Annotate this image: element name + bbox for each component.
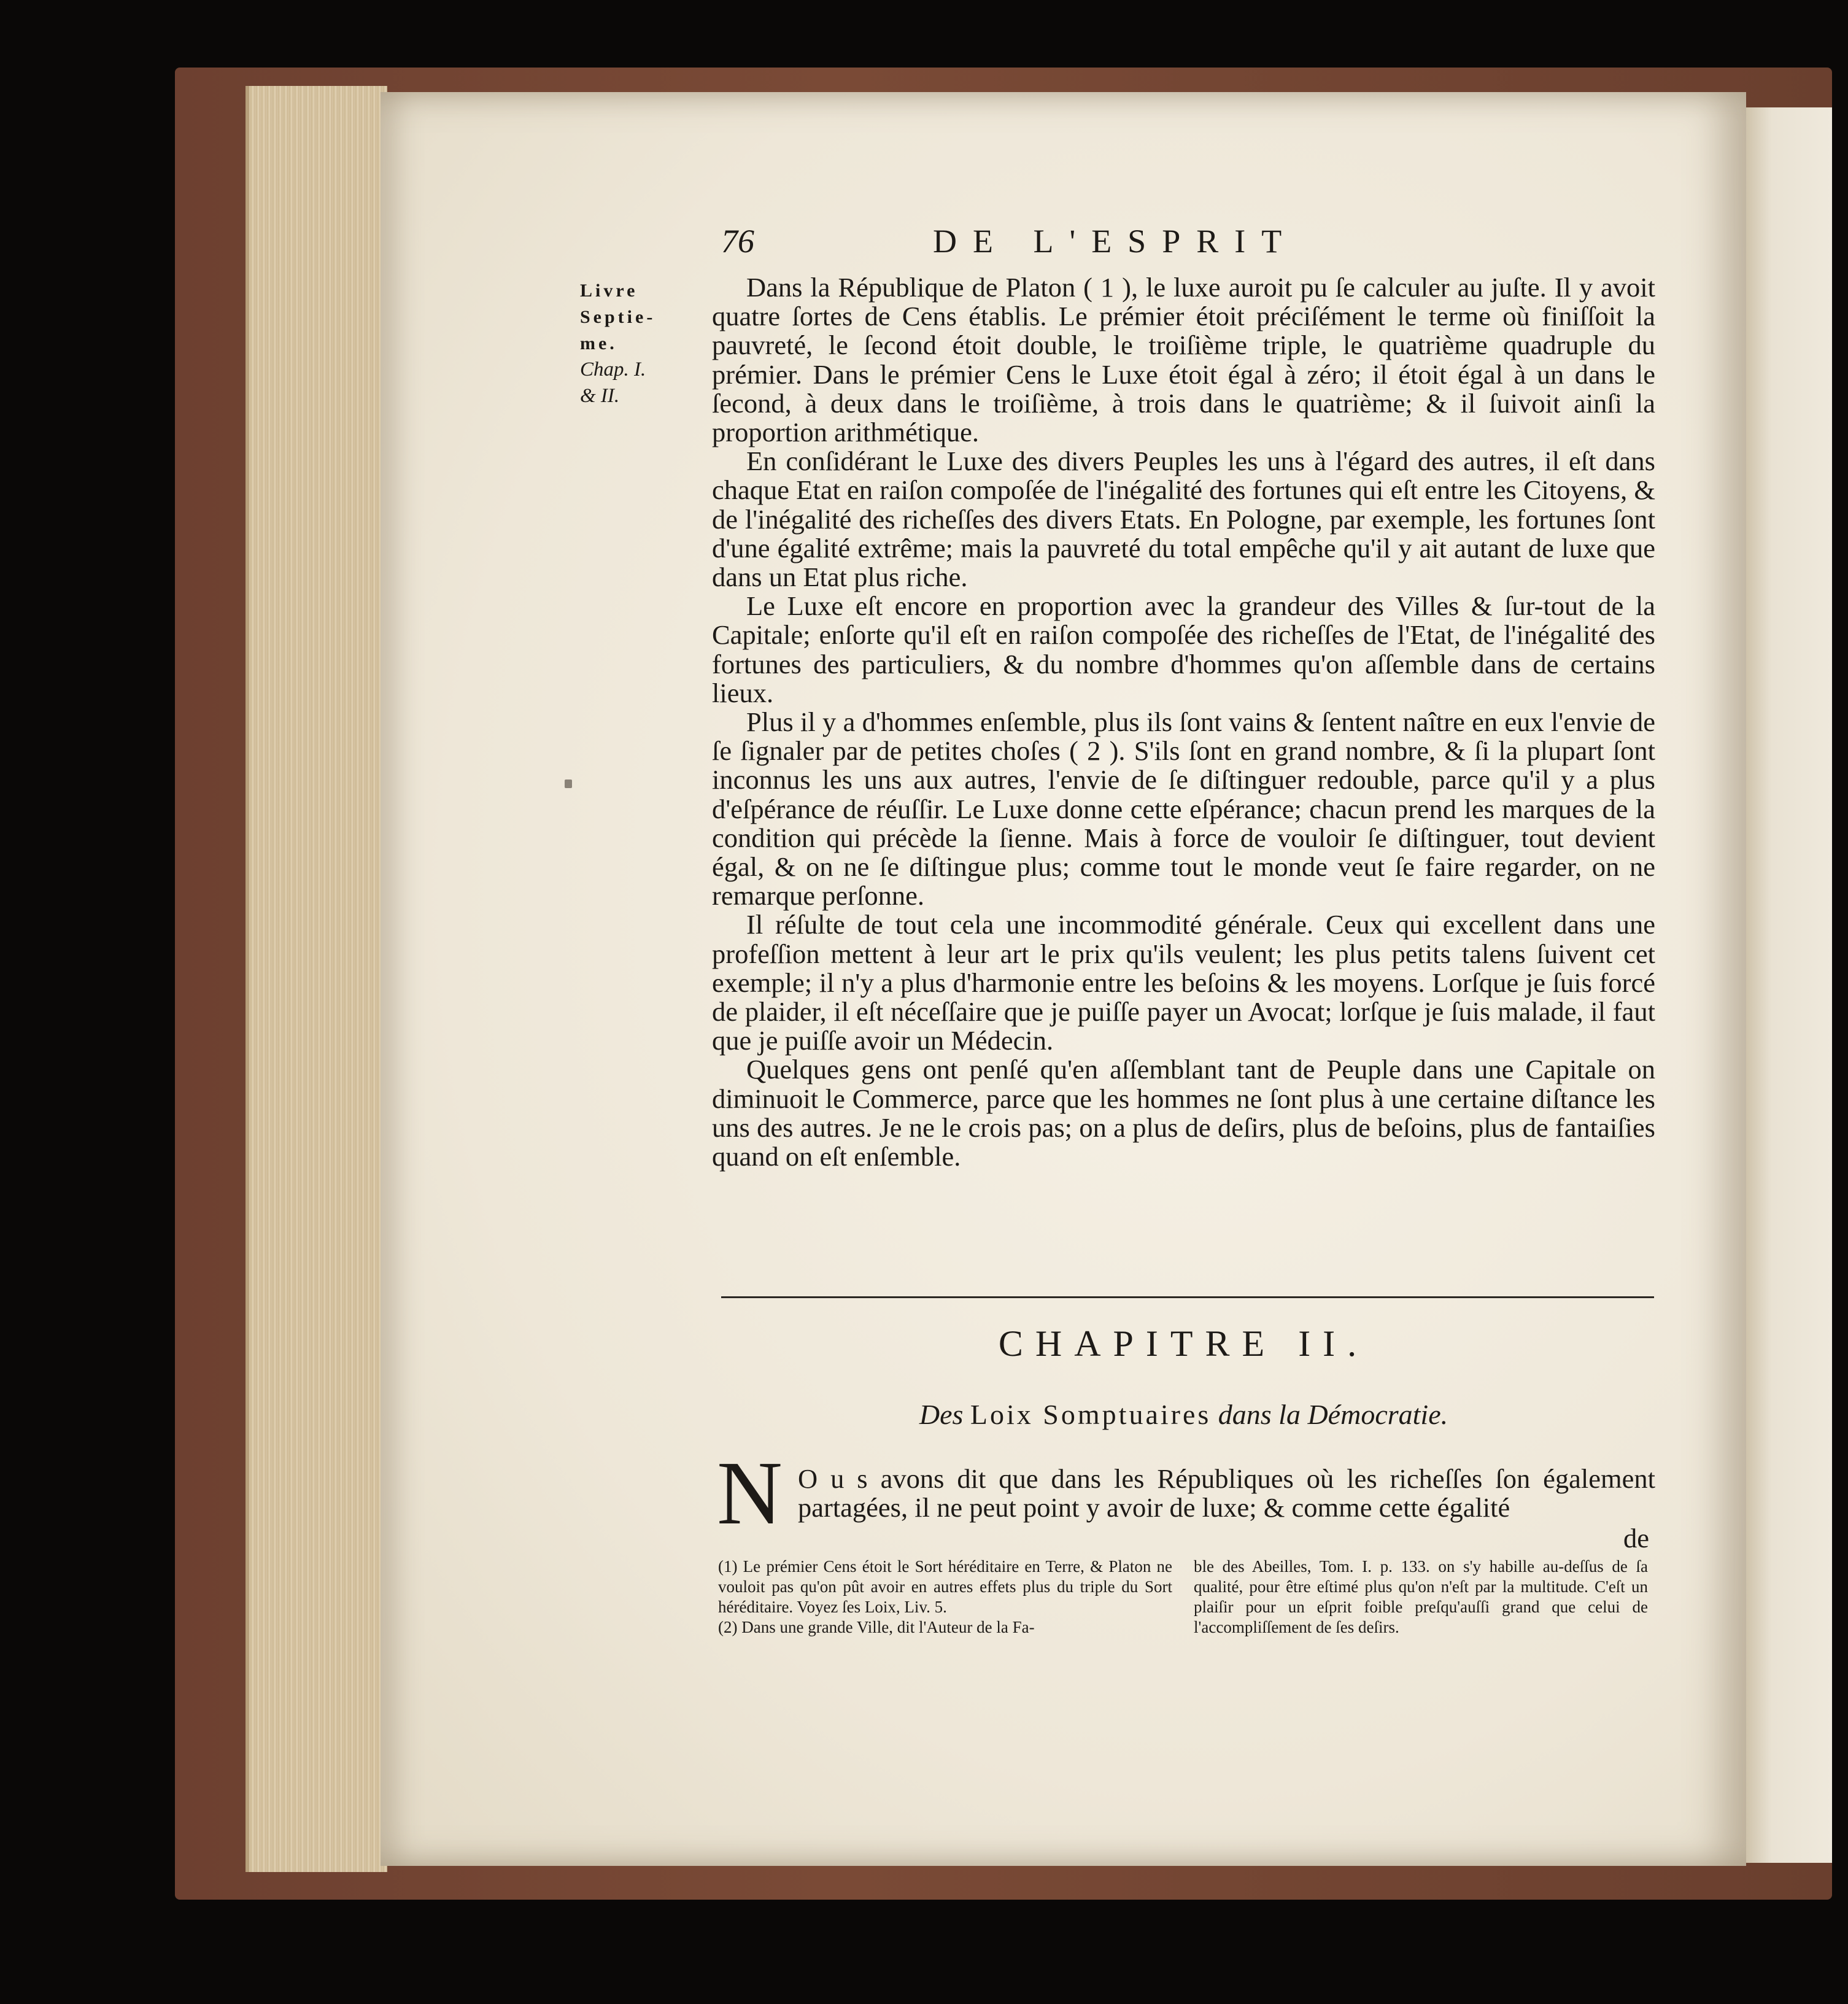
page-edges bbox=[245, 86, 387, 1872]
running-head bbox=[721, 222, 1396, 265]
paragraph: En conſidérant le Luxe des divers Peuples les uns à l'égard des autres, il eſt dans chaque Etat en raiſon compoſée de l'inégalité des fortunes qui eſt entre les Citoyens, & de l'inégalité des richeſſes des divers Etats. En Pologne, par exemple, les fortunes ſont d'une égalité extrême; mais la pauvreté du total empêche qu'il y ait autant de luxe que dans un Etat plus riche. bbox=[712, 446, 1655, 593]
subtitle-loix: Loix Somptuaires bbox=[970, 1399, 1212, 1430]
page-number: 76 bbox=[721, 223, 754, 260]
footnote: (1) Le prémier Cens étoit le Sort héréditaire en Terre, & Platon ne vouloit pas qu'on pût avoir en autres effets plus du triple du Sort héréditaire. Voyez ſes Loix, Liv. 5. bbox=[718, 1557, 1172, 1616]
paragraph: Quelques gens ont penſé qu'en aſſemblant tant de Peuple dans une Capitale on diminuoit le Commerce, parce que les hommes ne ſont plus à une certaine diſtance les uns des autres. Je ne le crois pas; on a plus de deſirs, plus de beſoins, plus de fantaiſies quand on eſt enſemble. bbox=[712, 1054, 1655, 1172]
paragraph: Il réſulte de tout cela une incommodité générale. Ceux qui excellent dans une profeſſion mettent à leur art le prix qu'ils veulent; les plus petits talens ſuivent cet exemple; il n'y a plus d'harmonie entre les beſoins & les moyens. Lorſque je ſuis forcé de plaider, il eſt néceſſaire que je puiſſe payer un Avocat; lorſque je ſuis malade, il faut que je puiſſe avoir un Médecin. bbox=[712, 909, 1655, 1056]
footnote: (2) Dans une grande Ville, dit l'Auteur de la Fa- bbox=[718, 1618, 1035, 1636]
margin-note-line: Chap. I. bbox=[580, 358, 646, 381]
ink-spot bbox=[565, 780, 572, 788]
drop-cap: N bbox=[717, 1443, 783, 1544]
footnotes bbox=[718, 1557, 1657, 1655]
margin-note-line: Septie- bbox=[580, 307, 656, 327]
chapter-title: CHAPITRE II. bbox=[998, 1323, 1369, 1364]
paragraph: Dans la République de Platon ( 1 ), le luxe auroit pu ſe calculer au juſte. Il y avoit quatre ſortes de Cens établis. Le prémier étoit préciſément le terme où finiſſoit la pauvreté, le ſecond étoit double, le troiſième triple, le quatrième quadruple du prémier. Dans le prémier Cens le Luxe étoit égal à zéro; il étoit égal à un dans le ſecond, à deux dans le troiſième, à trois dans le quatrième; & il ſuivoit ainſi la proportion arithmétique. bbox=[712, 272, 1655, 448]
section-rule bbox=[721, 1296, 1654, 1298]
margin-note bbox=[580, 277, 703, 409]
catchword: de bbox=[1623, 1523, 1650, 1553]
margin-note-line: me. bbox=[580, 333, 617, 354]
chapter-opening: O u s avons dit que dans les Républiques où les richeſſes ſon également partagées, il ne peut point y avoir de luxe; & comme cette égalité bbox=[798, 1463, 1655, 1523]
facing-page-edge bbox=[1746, 107, 1832, 1863]
subtitle-rest: dans la Démocratie. bbox=[1218, 1399, 1448, 1430]
paragraph: Le Luxe eſt encore en proportion avec la grandeur des Villes & ſur-tout de la Capitale; enſorte qu'il eſt en raiſon compoſée des richeſſes de l'Etat, de l'inégalité des fortunes des particuliers, & du nombre d'hommes qu'on aſſemble dans de certains lieux. bbox=[712, 590, 1655, 708]
running-title: DE L'ESPRIT bbox=[933, 223, 1298, 260]
margin-note-line: & II. bbox=[580, 385, 620, 407]
footnote: ble des Abeilles, Tom. I. p. 133. on s'y habille au-deſſus de ſa qualité, pour être eſtimé plus qu'on n'eſt par la multitude. C'eſt un plaiſir pour un eſprit foible preſqu'auſſi grand que celui de l'accompliſſement de ſes deſirs. bbox=[1194, 1557, 1648, 1636]
footnote-column-left bbox=[718, 1557, 1172, 1638]
margin-note-line: Livre bbox=[580, 280, 638, 301]
paragraph: Plus il y a d'hommes enſemble, plus ils ſont vains & ſentent naître en eux l'envie de ſe ſignaler par de petites choſes ( 2 ). S'ils ſont en grand nombre, & ſi la plupart ſont inconnus les uns aux autres, l'envie de ſe diſtinguer redouble, parce qu'il y a plus d'eſpérance de réuſſir. Le Luxe donne cette eſpérance; chacun prend les marques de la condition qui précède la ſienne. Mais à force de vouloir ſe diſtinguer, tout devient égal, & on ne ſe diſtingue plus; comme tout le monde veut ſe faire regarder, on ne remarque perſonne. bbox=[712, 706, 1655, 911]
footnote-column-right bbox=[1194, 1557, 1648, 1638]
chapter-subtitle bbox=[712, 1398, 1655, 1431]
subtitle-des: Des bbox=[919, 1399, 964, 1430]
body-text bbox=[712, 273, 1655, 1171]
